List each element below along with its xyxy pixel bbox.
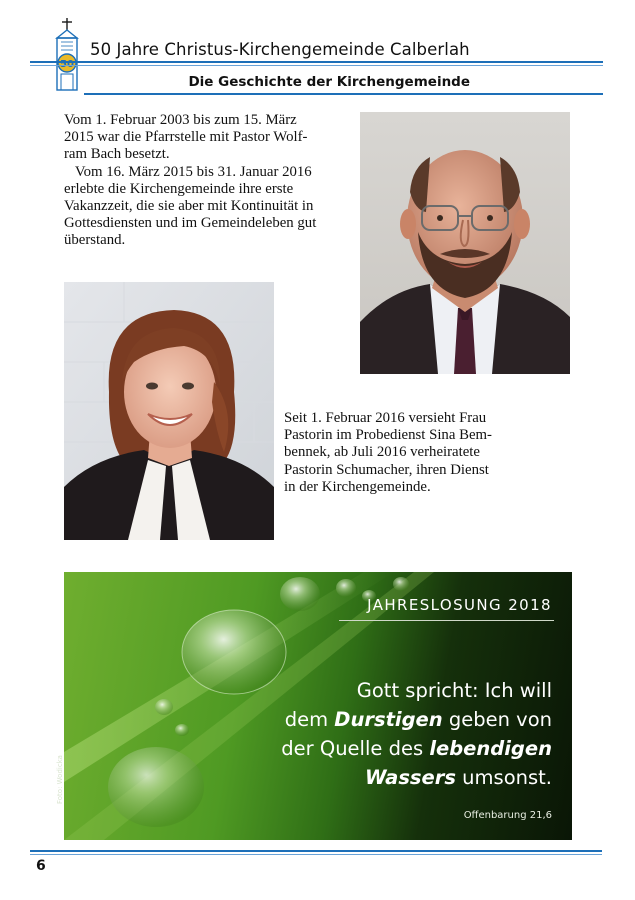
text-line: Vakanzzeit, die sie aber mit Kontinuität in	[64, 198, 314, 215]
verse-text: umsonst.	[455, 766, 552, 789]
text-line: 2015 war die Pfarrstelle mit Pastor Wolf-	[64, 129, 308, 146]
pastor-bach-photo	[360, 112, 570, 374]
verse-text: der Quelle des	[281, 737, 430, 760]
footer-rule-thin	[30, 854, 602, 855]
history-paragraph-1	[64, 112, 316, 250]
text-line: Pastorin im Probedienst Sina Bem-	[284, 427, 492, 444]
banner-divider	[339, 620, 554, 621]
banner-heading: JAHRESLOSUNG 2018	[367, 596, 552, 614]
footer-rule	[30, 850, 602, 852]
text-line: Pastorin Schumacher, ihren Dienst	[284, 461, 489, 478]
verse-line	[281, 734, 552, 763]
text-line: bennek, ab Juli 2016 verheiratete	[284, 444, 480, 461]
history-paragraph-2	[284, 410, 492, 496]
page-title: 50 Jahre Christus-Kirchengemeinde Calberlah	[90, 40, 470, 59]
text-line: in der Kirchengemeinde.	[284, 478, 431, 495]
verse-text: dem	[284, 708, 335, 731]
verse-reference: Offenbarung 21,6	[463, 810, 552, 821]
verse-emphasis: lebendigen	[429, 737, 552, 760]
text-line: Vom 16. März 2015 bis 31. Januar 2016	[64, 163, 312, 180]
text-line: Seit 1. Februar 2016 versieht Frau	[284, 410, 487, 426]
photo-credit: Foto: Wodicka	[56, 755, 64, 804]
text-line: ram Bach besetzt.	[64, 146, 170, 163]
pastorin-schumacher-photo	[64, 282, 274, 540]
verse-text: geben von	[442, 708, 552, 731]
verse-emphasis: Durstigen	[334, 708, 443, 731]
church-logo-icon	[52, 18, 82, 94]
header-rule-top-thin	[30, 65, 603, 66]
text-line: Gottesdiensten und im Gemeindeleben gut	[64, 215, 317, 232]
verse-line	[281, 705, 552, 734]
page-header	[0, 0, 635, 100]
text-line: erlebte die Kirchengemeinde ihre erste	[64, 180, 294, 197]
jahreslosung-banner	[56, 572, 572, 840]
verse-line	[281, 763, 552, 792]
verse-emphasis: Wassers	[364, 766, 456, 789]
header-rule-bottom	[84, 93, 603, 95]
section-title: Die Geschichte der Kirchengemeinde	[188, 74, 470, 90]
header-rule-top	[30, 61, 603, 63]
text-line: überstand.	[64, 232, 126, 249]
text-line: Vom 1. Februar 2003 bis zum 15. März	[64, 112, 297, 128]
page-number: 6	[36, 858, 46, 874]
bible-verse	[281, 676, 552, 792]
verse-line: Gott spricht: Ich will	[356, 679, 552, 702]
